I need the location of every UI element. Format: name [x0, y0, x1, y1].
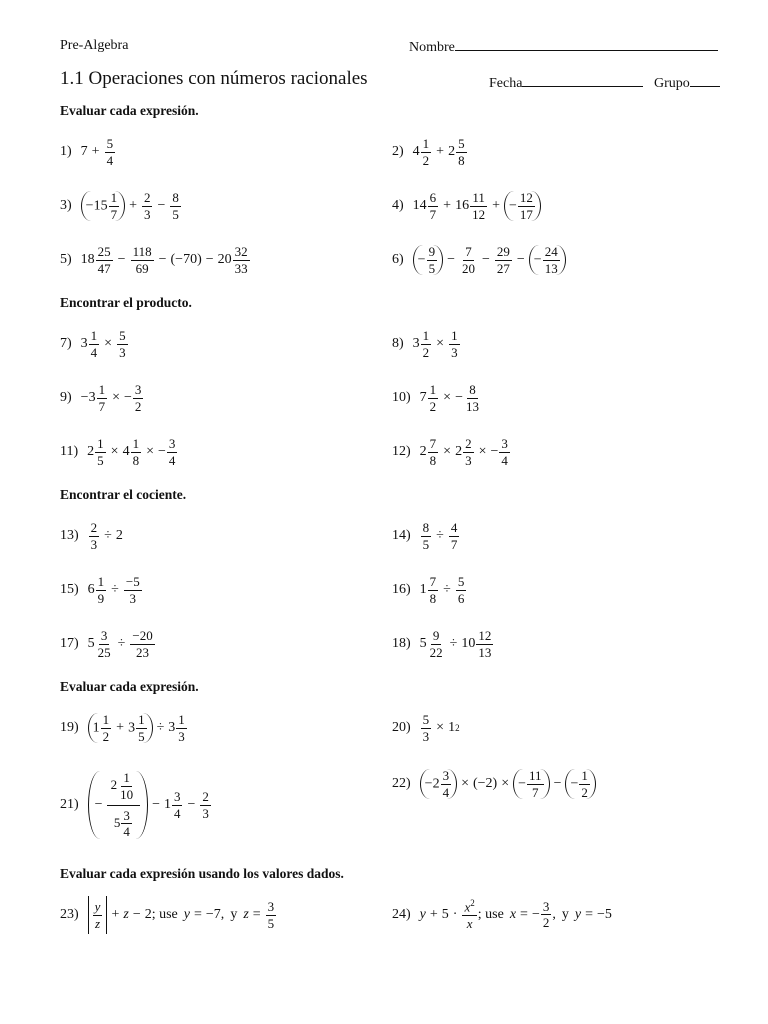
section-heading: Evaluar cada expresión. [60, 103, 199, 118]
problem-number: 3) [60, 198, 72, 213]
problem-number: 18) [392, 636, 411, 651]
problem-expression: y + 5 · $\frac{x^2}{x}$ ; use x = − $\frac{3}{2}$ , y y = −5 [419, 898, 612, 932]
problem-1 [60, 130, 116, 174]
problem-12 [392, 430, 511, 474]
problem-number: 19) [60, 720, 79, 735]
problem-expression: − $\frac{9}{5}$ − $\frac{7}{20}$ − $\frac{29}{27}$ − − $\frac{24}{13}$ [413, 245, 566, 275]
problem-number: 22) [392, 776, 411, 791]
problem-expression: 14 $\frac{6}{7}$ + 16 $\frac{11}{12}$ + − $\frac{12}{17}$ [413, 191, 541, 221]
problem-22 [392, 762, 596, 806]
course-name: Pre-Algebra [60, 38, 129, 53]
problem-number: 8) [392, 336, 404, 351]
problem-number: 12) [392, 444, 411, 459]
date-label: Fecha [489, 76, 523, 91]
problem-11 [60, 430, 178, 474]
problem-8 [392, 322, 461, 366]
date-line [522, 74, 643, 87]
section-heading: Encontrar el producto. [60, 295, 192, 310]
problem-expression: 3 $\frac{1}{2}$ × $\frac{1}{3}$ [412, 327, 458, 360]
problem-number: 24) [392, 907, 411, 922]
group-line [690, 74, 720, 87]
problem-number: 6) [392, 252, 404, 267]
problem-number: 1) [60, 144, 72, 159]
problem-expression: − 2 $\frac{1}{10}$ 5 $\frac{3}{4}$ − 1 $\frac{3}{4}$ − $\frac{2}{3}$ [88, 771, 212, 839]
group-field[interactable] [654, 74, 720, 92]
problem-expression: $\frac{y}{z}$ + z − 2; use y = −7, y z = $\frac{3}{5}$ [88, 896, 278, 934]
problem-number: 14) [392, 528, 411, 543]
group-label: Grupo [654, 76, 690, 91]
problem-number: 17) [60, 636, 79, 651]
problem-4 [392, 184, 541, 228]
problem-19 [60, 706, 188, 750]
problem-expression: $\frac{8}{5}$ ÷ $\frac{4}{7}$ [422, 519, 458, 552]
problem-expression: −2 $\frac{3}{4}$ × (−2) × − $\frac{11}{7}$ − − $\frac{1}{2}$ [420, 769, 596, 799]
problem-6 [392, 238, 566, 282]
problem-number: 10) [392, 390, 411, 405]
page-title: 1.1 Operaciones con números racionales [60, 68, 368, 89]
problem-20 [392, 706, 460, 750]
problem-expression: 6 $\frac{1}{9}$ ÷ $\frac{-5}{3}$ [87, 573, 140, 606]
problem-expression: 1 $\frac{1}{2}$ + 3 $\frac{1}{5}$ ÷ 3 $\frac{1}{3}$ [88, 713, 188, 743]
problem-number: 20) [392, 720, 411, 735]
problem-18 [392, 622, 494, 666]
problem-15 [60, 568, 143, 612]
name-label: Nombre [409, 40, 455, 55]
problem-expression: 7 $\frac{1}{2}$ × − $\frac{8}{13}$ [419, 381, 479, 414]
problem-expression: 1 $\frac{7}{8}$ ÷ $\frac{5}{6}$ [419, 573, 465, 606]
problem-5 [60, 238, 251, 282]
section-heading: Encontrar el cociente. [60, 487, 187, 502]
section-heading: Evaluar cada expresión usando los valores dados. [60, 866, 344, 881]
date-field[interactable] [489, 74, 643, 92]
problem-10 [392, 376, 482, 420]
problem-number: 16) [392, 582, 411, 597]
problem-expression: 5 $\frac{9}{22}$ ÷ 10 $\frac{12}{13}$ [419, 627, 492, 660]
problem-24 [392, 893, 612, 937]
problem-23 [60, 893, 277, 937]
problem-number: 13) [60, 528, 79, 543]
section-heading: Evaluar cada expresión. [60, 679, 199, 694]
problem-number: 2) [392, 144, 404, 159]
problem-expression: 5 $\frac{3}{25}$ ÷ $\frac{-20}{23}$ [87, 627, 153, 660]
problem-expression: −3 $\frac{1}{7}$ × − $\frac{3}{2}$ [80, 381, 142, 414]
problem-2 [392, 130, 468, 174]
problem-number: 9) [60, 390, 72, 405]
name-line [455, 38, 718, 51]
problem-13 [60, 514, 123, 558]
problem-expression: 7 + $\frac{5}{4}$ [80, 135, 114, 168]
problem-14 [392, 514, 460, 558]
name-field[interactable] [409, 38, 718, 56]
problem-expression: $\frac{2}{3}$ ÷ 2 [90, 519, 123, 552]
problem-number: 21) [60, 797, 79, 812]
problem-7 [60, 322, 129, 366]
problem-number: 15) [60, 582, 79, 597]
problem-number: 4) [392, 198, 404, 213]
problem-17 [60, 622, 156, 666]
problem-number: 23) [60, 907, 79, 922]
problem-expression: 4 $\frac{1}{2}$ + 2 $\frac{5}{8}$ [412, 135, 465, 168]
problem-number: 7) [60, 336, 72, 351]
problem-expression: $\frac{5}{3}$ × 1 2 [422, 711, 460, 744]
problem-21 [60, 762, 212, 848]
problem-expression: 18 $\frac{25}{47}$ − $\frac{118}{69}$ − (−70) − 20 $\frac{32}{33}$ [80, 243, 248, 276]
problem-expression: 3 $\frac{1}{4}$ × $\frac{5}{3}$ [80, 327, 126, 360]
problem-3 [60, 184, 182, 228]
problem-expression: −15 $\frac{1}{7}$ + $\frac{2}{3}$ − $\frac{8}{5}$ [81, 191, 182, 221]
problem-number: 11) [60, 444, 79, 459]
problem-9 [60, 376, 144, 420]
problem-16 [392, 568, 467, 612]
problem-expression: 2 $\frac{1}{5}$ × 4 $\frac{1}{8}$ × − $\frac{3}{4}$ [87, 435, 176, 468]
problem-expression: 2 $\frac{7}{8}$ × 2 $\frac{2}{3}$ × − $\frac{3}{4}$ [419, 435, 508, 468]
problem-number: 5) [60, 252, 72, 267]
